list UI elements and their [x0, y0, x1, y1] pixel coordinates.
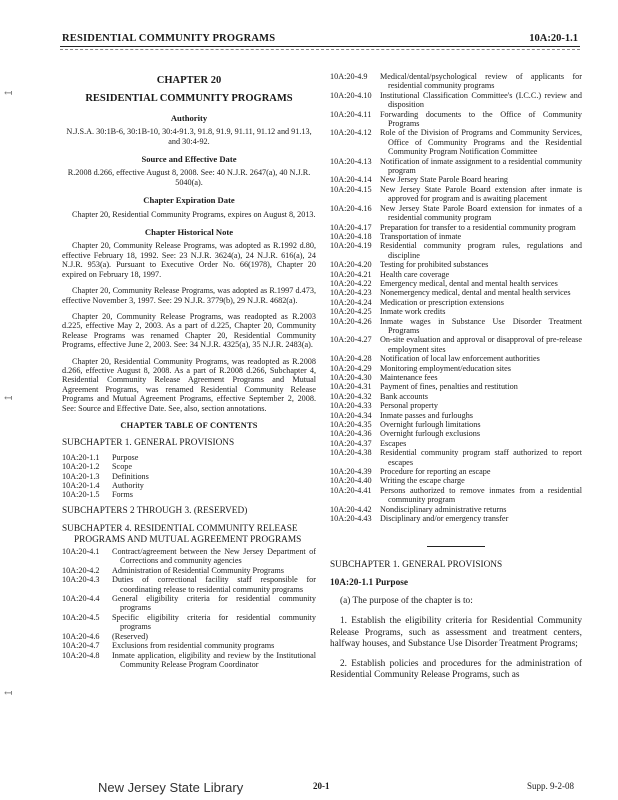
- toc-entry: [330, 307, 582, 316]
- toc-entry-number: 10A:20-4.10: [330, 90, 372, 100]
- toc-entry: [330, 467, 582, 476]
- toc-subchapter-4: SUBCHAPTER 4. RESIDENTIAL COMMUNITY RELEASE PROGRAMS AND MUTUAL AGREEMENT PROGRAMS: [62, 524, 302, 545]
- expiration-text: Chapter 20, Residential Community Programs, expires on August 8, 2013.: [72, 209, 316, 219]
- toc-entry-number: 10A:20-4.43: [330, 514, 372, 524]
- toc-entry-title: Institutional Classification Committee's (I.C.C.) review and disposition: [380, 90, 582, 110]
- toc-entry-number: 10A:20-4.16: [330, 203, 372, 213]
- source-heading: Source and Effective Date: [141, 154, 237, 165]
- toc-entry-number: 10A:20-4.34: [330, 410, 372, 420]
- toc-entry-title: Procedure for reporting an escape: [380, 467, 491, 477]
- toc-continued-list: [330, 72, 582, 524]
- toc-entry-title: Writing the escape charge: [380, 476, 465, 486]
- toc-entry-title: Health care coverage: [380, 269, 450, 279]
- toc-entry-number: 10A:20-4.13: [330, 156, 372, 166]
- toc-entry-number: 10A:20-4.28: [330, 354, 372, 364]
- toc-entry-title: Notification of inmate assignment to a residential community program: [380, 156, 582, 176]
- toc-entry: [62, 632, 316, 641]
- toc-entry: [330, 392, 582, 401]
- toc-entry-number: 10A:20-4.3: [62, 575, 100, 585]
- toc-entry-title: Medication or prescription extensions: [380, 297, 504, 307]
- toc-entry-number: 10A:20-4.21: [330, 269, 372, 279]
- toc-entry-title: Persons authorized to remove inmates from a residential community program: [380, 485, 582, 505]
- toc-entry-title: Administration of Residential Community Programs: [112, 565, 284, 575]
- toc-entry-title: Overnight furlough exclusions: [380, 429, 481, 439]
- toc-entry: [330, 448, 582, 467]
- toc-entry: [62, 472, 316, 481]
- toc-entry-title: Exclusions from residential community programs: [112, 641, 275, 651]
- toc-entry-number: 10A:20-4.32: [330, 391, 372, 401]
- toc-entry-number: 10A:20-4.37: [330, 438, 372, 448]
- toc-entry-number: 10A:20-4.42: [330, 504, 372, 514]
- source-text: R.2008 d.266, effective August 8, 2008. See: 40 N.J.R. 2647(a), 40 N.J.R. 5040(a).: [67, 168, 311, 187]
- toc-entry: [330, 185, 582, 204]
- toc-entry: [330, 335, 582, 354]
- toc-entry: [330, 241, 582, 260]
- toc-entry-title: Nonemergency medical, dental and mental health services: [380, 288, 571, 298]
- toc-entry-number: 10A:20-4.12: [330, 128, 372, 138]
- toc-entry: [330, 476, 582, 485]
- toc-entry-number: 10A:20-4.8: [62, 650, 100, 660]
- toc-entry: [330, 260, 582, 269]
- toc-entry-title: Bank accounts: [380, 391, 428, 401]
- toc-entry: [330, 110, 582, 129]
- toc-entry-number: 10A:20-4.15: [330, 184, 372, 194]
- toc-entry-number: 10A:20-4.22: [330, 278, 372, 288]
- toc-entry-title: Forms: [112, 490, 133, 500]
- toc-entry-title: Preparation for transfer to a residential community program: [380, 222, 576, 232]
- running-header-title: RESIDENTIAL COMMUNITY PROGRAMS: [62, 33, 276, 44]
- toc-entry-title: Transportation of inmate: [380, 231, 462, 241]
- toc-entry-number: 10A:20-1.3: [62, 471, 100, 481]
- toc-entry-number: 10A:20-1.5: [62, 490, 100, 500]
- toc-entry-number: 10A:20-4.14: [330, 175, 372, 185]
- toc-entry-number: 10A:20-4.39: [330, 467, 372, 477]
- toc-entry: [330, 439, 582, 448]
- toc-entry: [330, 232, 582, 241]
- toc-entry-number: 10A:20-4.26: [330, 316, 372, 326]
- toc-subchapter-1-list: [62, 453, 316, 500]
- toc-entry: [330, 204, 582, 223]
- toc-entry-number: 10A:20-4.17: [330, 222, 372, 232]
- toc-entry-title: Monitoring employment/education sites: [380, 363, 511, 373]
- history-paragraph: Chapter 20, Community Release Programs, was adopted as R.1992 d.80, effective February 18, 1992. See: 23 N.J.R. 3624(a), 24 N.J.R. 616(a), 24 N.J.R. 953(a). Pursuant to Executive Order No. 66(1978), Chapter 20 expired on February 18, 1997.: [62, 241, 316, 279]
- header-rule-dashed: [60, 49, 580, 50]
- section-heading: 10A:20-1.1 Purpose: [330, 577, 408, 588]
- toc-entry-number: 10A:20-4.33: [330, 401, 372, 411]
- toc-entry: [62, 566, 316, 575]
- footer-supplement: Supp. 9-2-08: [527, 781, 574, 791]
- toc-entry-number: 10A:20-4.30: [330, 373, 372, 382]
- toc-entry-number: 10A:20-1.2: [62, 462, 100, 472]
- toc-entry-number: 10A:20-4.20: [330, 260, 372, 270]
- toc-entry-title: Role of the Division of Programs and Community Services, Office of Community Programs and the Residential Community Program Notification Committee: [380, 128, 582, 157]
- toc-subchapter-4-list: [62, 547, 316, 669]
- toc-subchapter-1: SUBCHAPTER 1. GENERAL PROVISIONS: [62, 438, 235, 449]
- toc-entry-number: 10A:20-4.7: [62, 641, 100, 651]
- history-paragraph: Chapter 20, Community Release Programs, was readopted as R.2003 d.225, effective May 2, 2003. As a part of d.225, Chapter 20, Community Release Programs was renamed Chapter 20, Residential Community Programs, effective June 2, 2003. See: 34 N.J.R. 4325(a), 35 N.J.R. 2483(a).: [62, 311, 316, 350]
- toc-entry-number: 10A:20-4.38: [330, 448, 372, 458]
- toc-subchapters-2-3: SUBCHAPTERS 2 THROUGH 3. (RESERVED): [62, 505, 248, 516]
- toc-entry-title: Escapes: [380, 438, 407, 448]
- toc-entry-number: 10A:20-4.18: [330, 231, 372, 241]
- toc-entry-title: Disciplinary and/or emergency transfer: [380, 514, 509, 524]
- paragraph-1: 1. Establish the eligibility criteria for Residential Community Release Programs, such as assessment and treatment centers, halfway houses, and Substance Use Disorder Treatment Programs;: [330, 615, 582, 650]
- toc-entry-title: Duties of correctional facility staff responsible for coordinating release to residential community programs: [112, 575, 316, 594]
- toc-entry-title: Residential community program rules, regulations and discipline: [380, 241, 582, 260]
- toc-entry-title: New Jersey State Parole Board extension for inmates of a residential community program: [380, 203, 582, 223]
- section-separator: [427, 546, 485, 547]
- toc-entry: [330, 401, 582, 410]
- toc-entry: [330, 128, 582, 156]
- toc-entry: [62, 481, 316, 490]
- authority-text: N.J.S.A. 30:1B-6, 30:1B-10, 30:4-91.3, 91.8, 91.9, 91.11, 91.12 and 91.13, and 30:4-92.: [66, 127, 312, 146]
- toc-entry: [330, 288, 582, 297]
- toc-entry-title: New Jersey State Parole Board extension after inmate is approved for program and is awaiting placement: [380, 184, 582, 204]
- running-header-code: 10A:20-1.1: [529, 33, 578, 44]
- history-paragraph: Chapter 20, Community Release Programs, was adopted as R.1997 d.473, effective November 3, 1997. See: 29 N.J.R. 3779(b), 29 N.J.R. 4682(a).: [62, 286, 316, 305]
- right-column: [330, 72, 582, 690]
- toc-entry: [330, 486, 582, 505]
- toc-entry-title: General eligibility criteria for residential community programs: [112, 594, 316, 613]
- toc-entry-title: (Reserved): [112, 631, 148, 641]
- toc-entry-title: Specific eligibility criteria for residential community programs: [112, 612, 316, 632]
- toc-entry-title: Forwarding documents to the Office of Community Programs: [380, 109, 582, 129]
- toc-entry-title: Medical/dental/psychological review of applicants for residential community programs: [380, 72, 582, 91]
- chapter-title: RESIDENTIAL COMMUNITY PROGRAMS: [85, 93, 293, 105]
- toc-entry-number: 10A:20-4.9: [330, 72, 368, 81]
- toc-entry-title: Personal property: [380, 401, 438, 411]
- toc-heading: CHAPTER TABLE OF CONTENTS: [120, 420, 258, 430]
- history-paragraph: Chapter 20, Residential Community Programs, was readopted as R.2008 d.266, effective August 8, 2008. As a part of R.2008 d.266, Subchapter 4, Residential Community Release Agreement Programs and Mutual Agreement Programs, was renamed Residential Community Release Programs and Mutual Agreement Programs, effective September 2, 2008. See: Source and Effective Date. See, also, section annotations.: [62, 356, 316, 413]
- subchapter-heading: SUBCHAPTER 1. GENERAL PROVISIONS: [330, 559, 503, 570]
- authority-heading: Authority: [170, 112, 208, 123]
- toc-entry-title: Inmate wages in Substance Use Disorder Treatment Programs: [380, 316, 582, 335]
- toc-entry: [330, 279, 582, 288]
- toc-entry-number: 10A:20-4.6: [62, 631, 100, 641]
- toc-entry-title: Purpose: [112, 452, 139, 462]
- paragraph-a: (a) The purpose of the chapter is to:: [340, 596, 473, 607]
- toc-entry: [62, 613, 316, 632]
- toc-entry-number: 10A:20-4.1: [62, 547, 100, 557]
- toc-entry: [62, 462, 316, 471]
- toc-entry: [330, 382, 582, 391]
- toc-entry-title: Inmate application, eligibility and review by the Institutional Community Release Program Coordinator: [112, 650, 316, 669]
- toc-entry-number: 10A:20-1.1: [62, 452, 100, 462]
- toc-entry-number: 10A:20-4.24: [330, 297, 372, 307]
- toc-entry-title: Overnight furlough limitations: [380, 420, 481, 430]
- toc-entry: [330, 354, 582, 363]
- footer-page-number: 20-1: [313, 781, 330, 791]
- toc-entry-number: 10A:20-1.4: [62, 481, 100, 490]
- toc-entry-title: Nondisciplinary administrative returns: [380, 504, 507, 514]
- toc-entry: [330, 514, 582, 523]
- toc-entry: [62, 547, 316, 566]
- toc-entry-number: 10A:20-4.40: [330, 476, 372, 486]
- left-column: [62, 72, 316, 669]
- toc-entry: [330, 317, 582, 336]
- toc-entry-number: 10A:20-4.19: [330, 241, 372, 251]
- toc-entry: [330, 429, 582, 438]
- toc-entry-title: Payment of fines, penalties and restitution: [380, 382, 518, 392]
- toc-entry-title: Authority: [112, 481, 144, 490]
- toc-entry: [330, 91, 582, 110]
- footer-library-stamp: New Jersey State Library: [98, 780, 244, 795]
- toc-entry-title: Inmate passes and furloughs: [380, 410, 473, 420]
- toc-entry-title: Residential community program staff authorized to report escapes: [380, 448, 582, 467]
- toc-entry-title: New Jersey State Parole Board hearing: [380, 175, 509, 185]
- toc-entry-number: 10A:20-4.41: [330, 485, 372, 495]
- margin-mark: ↤: [4, 88, 13, 99]
- toc-entry: [62, 641, 316, 650]
- toc-entry: [330, 505, 582, 514]
- toc-entry: [62, 453, 316, 462]
- toc-entry-number: 10A:20-4.29: [330, 363, 372, 373]
- expiration-heading: Chapter Expiration Date: [143, 195, 235, 206]
- toc-entry: [330, 72, 582, 91]
- toc-entry-title: Definitions: [112, 471, 149, 481]
- toc-entry: [330, 270, 582, 279]
- toc-entry: [330, 411, 582, 420]
- toc-entry: [62, 594, 316, 613]
- toc-entry-number: 10A:20-4.25: [330, 307, 372, 317]
- toc-entry-number: 10A:20-4.5: [62, 612, 100, 622]
- toc-entry: [62, 651, 316, 670]
- toc-entry-title: Notification of local law enforcement authorities: [380, 354, 540, 364]
- toc-entry-title: Scope: [112, 462, 133, 472]
- toc-entry-number: 10A:20-4.4: [62, 594, 100, 604]
- toc-entry-title: Emergency medical, dental and mental health services: [380, 278, 558, 288]
- toc-entry: [62, 575, 316, 594]
- history-heading: Chapter Historical Note: [144, 227, 234, 238]
- toc-entry-title: Maintenance fees: [380, 373, 438, 382]
- toc-entry-number: 10A:20-4.31: [330, 382, 372, 392]
- toc-entry-title: Contract/agreement between the New Jersey Department of Corrections and community agencies: [112, 547, 316, 566]
- toc-entry: [330, 298, 582, 307]
- toc-entry-number: 10A:20-4.23: [330, 288, 372, 298]
- toc-entry: [330, 157, 582, 176]
- toc-entry-number: 10A:20-4.2: [62, 565, 100, 575]
- toc-entry: [330, 373, 582, 382]
- toc-entry-number: 10A:20-4.11: [330, 109, 372, 119]
- header-rule: [60, 46, 580, 47]
- toc-entry: [330, 420, 582, 429]
- margin-mark: ↤: [4, 393, 13, 404]
- toc-entry-title: Inmate work credits: [380, 307, 446, 317]
- toc-entry: [330, 175, 582, 184]
- toc-entry-number: 10A:20-4.35: [330, 420, 372, 430]
- toc-entry: [330, 223, 582, 232]
- margin-mark: ↤: [4, 688, 13, 699]
- toc-entry: [62, 490, 316, 499]
- chapter-number: CHAPTER 20: [156, 75, 222, 86]
- toc-entry-title: On-site evaluation and approval or disapproval of pre-release employment sites: [380, 335, 582, 354]
- toc-entry-number: 10A:20-4.27: [330, 335, 372, 345]
- toc-entry-number: 10A:20-4.36: [330, 429, 372, 439]
- toc-entry-title: Testing for prohibited substances: [380, 260, 489, 270]
- paragraph-2: 2. Establish policies and procedures for the administration of Residential Community Release Programs, such as: [330, 658, 582, 681]
- toc-entry: [330, 364, 582, 373]
